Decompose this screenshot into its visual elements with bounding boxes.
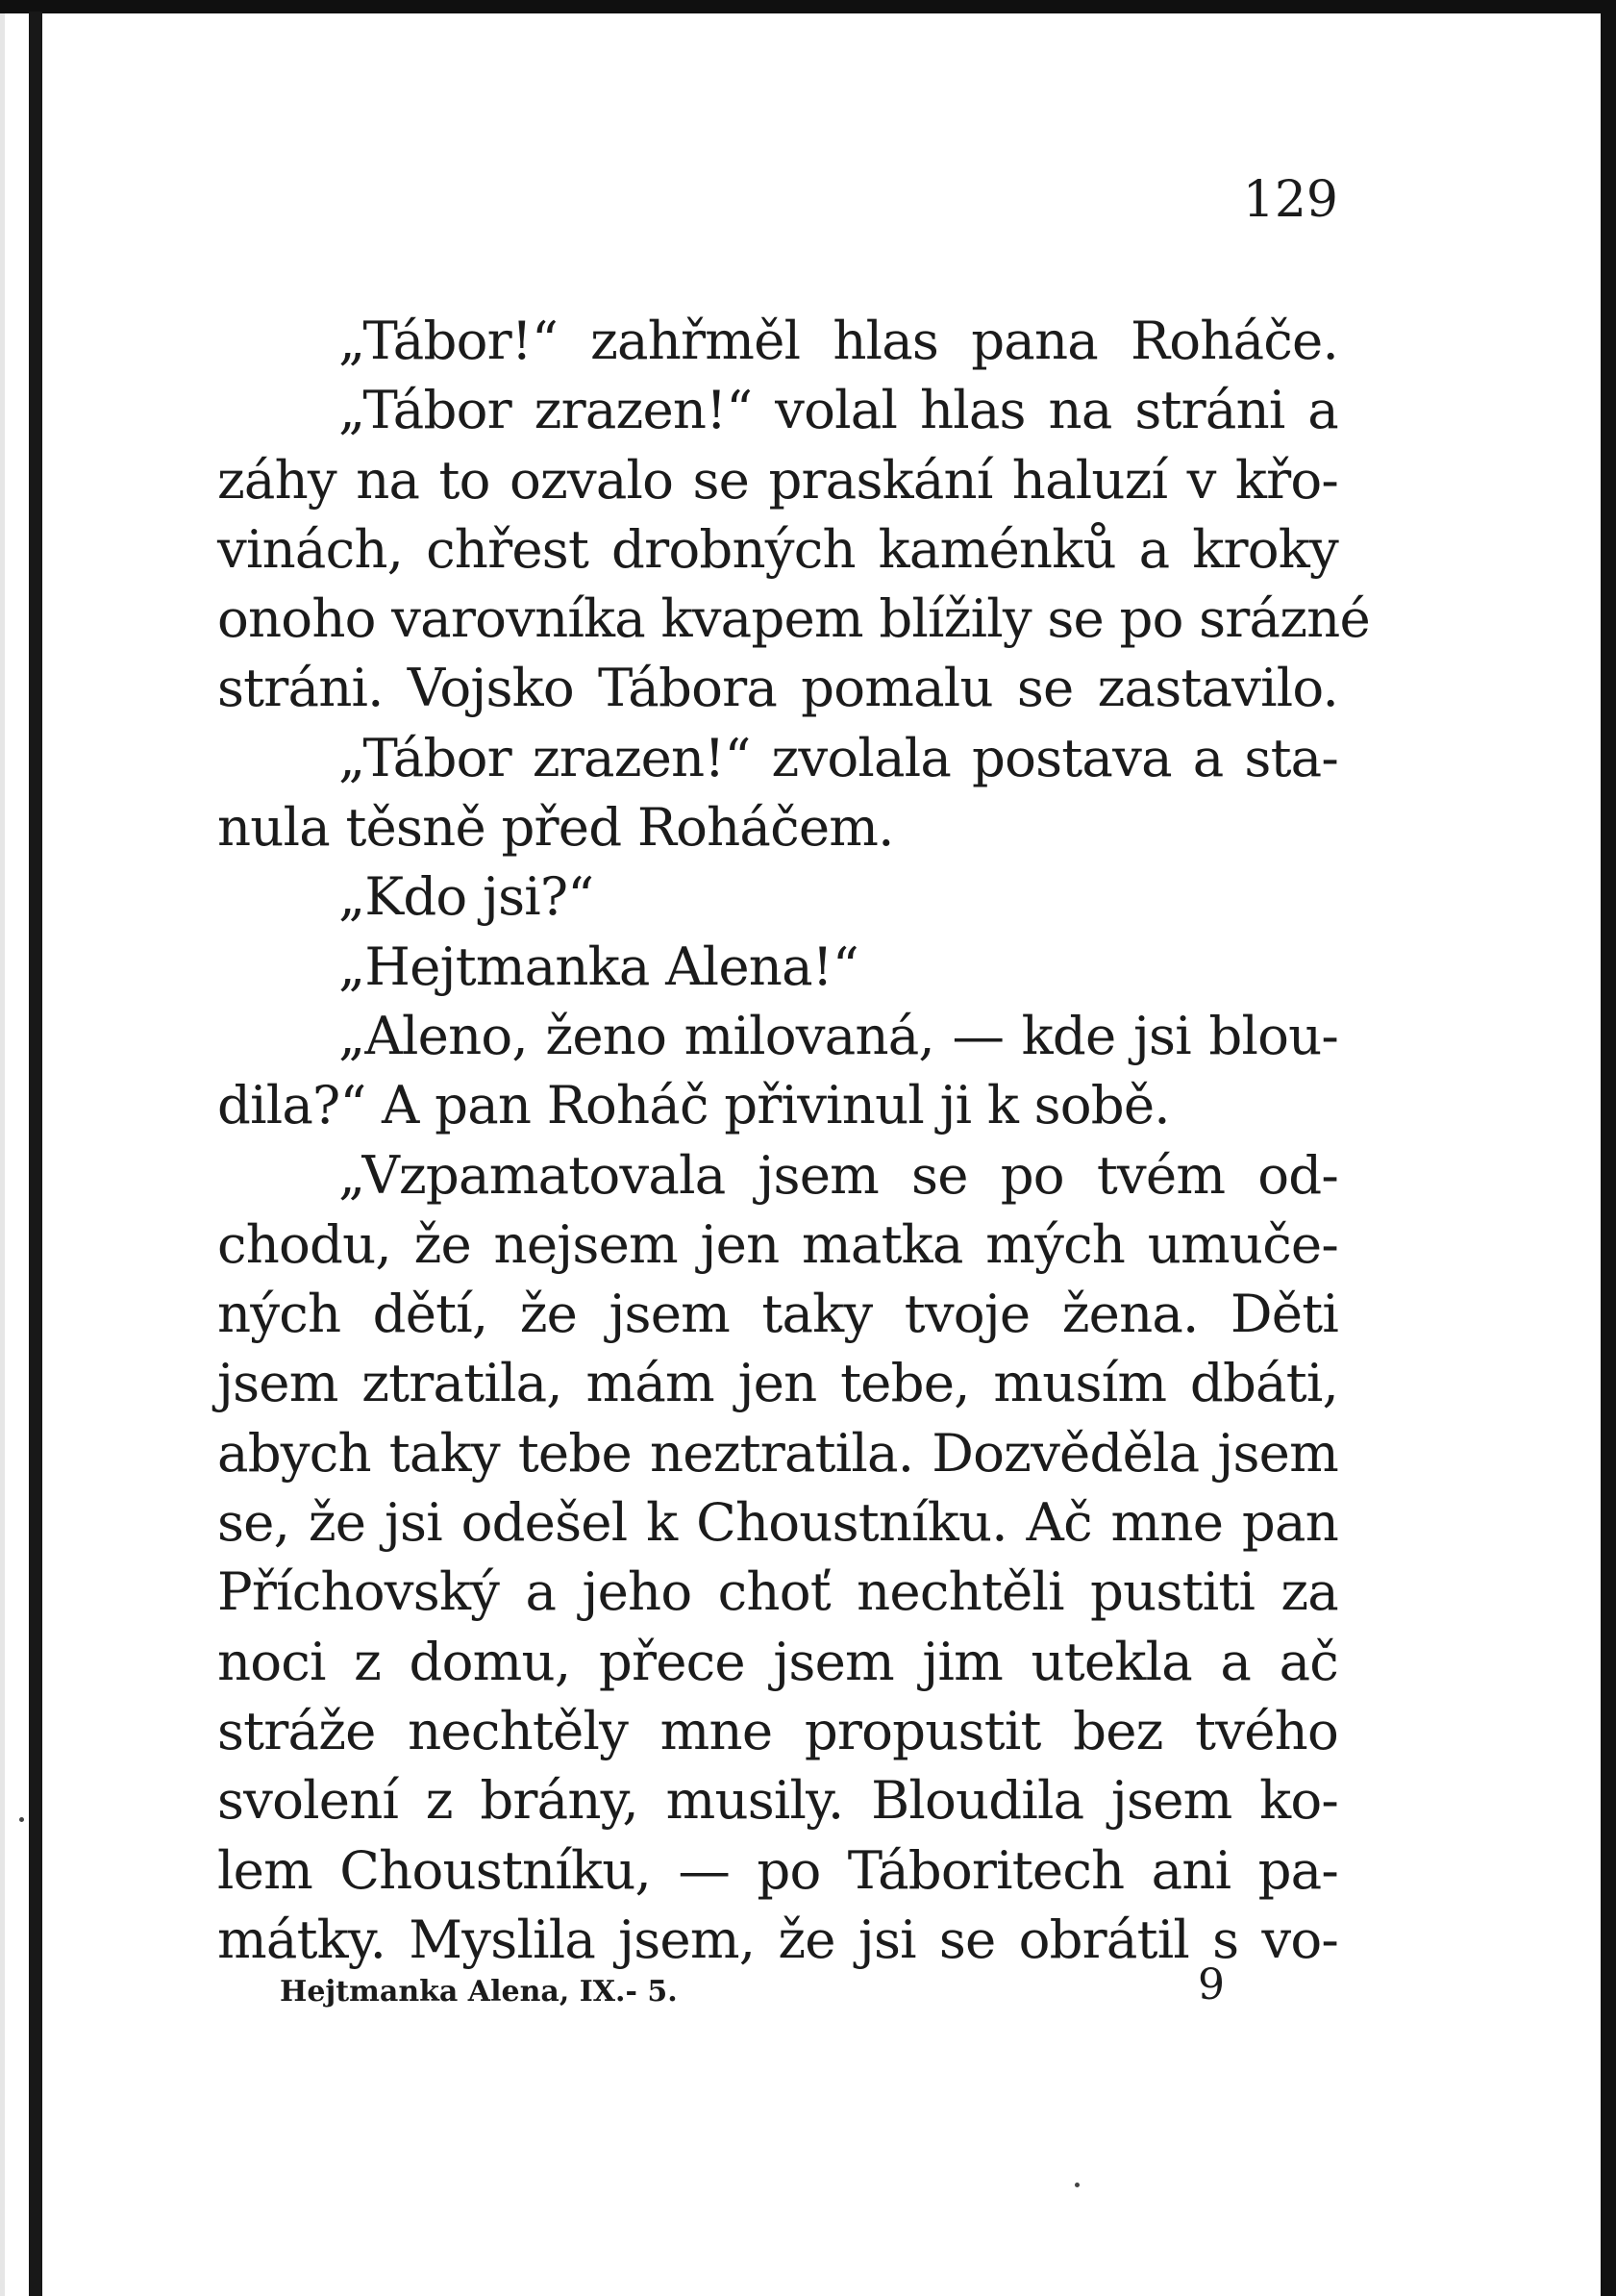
text-line: „Tábor zrazen!“ zvolala postava a sta- — [338, 726, 1338, 788]
footer-sheet-number: 9 — [1198, 1960, 1225, 2009]
text-line: „Hejtmanka Alena!“ — [338, 935, 858, 997]
text-line: jsem ztratila, mám jen tebe, musím dbáti, — [217, 1352, 1338, 1414]
footer-signature: Hejtmanka Alena, IX.- 5. — [280, 1975, 678, 2009]
scan-right-border — [1601, 0, 1616, 2296]
text-line: vinách, chřest drobných kaménků a kroky — [217, 517, 1338, 580]
text-line: „Aleno, ženo milovaná, — kde jsi blou- — [338, 1004, 1338, 1066]
text-line: „Tábor!“ zahřměl hlas pana Roháče. — [338, 310, 1338, 371]
text-line: chodu, že nejsem jen matka mých umuče- — [217, 1212, 1338, 1275]
text-line: mátky. Myslila jsem, že jsi se obrátil s vo- — [217, 1908, 1338, 1970]
text-line: „Vzpamatovala jsem se po tvém od- — [338, 1143, 1338, 1206]
text-line: se, že jsi odešel k Choustníku. Ač mne pan — [217, 1491, 1338, 1554]
text-line: svolení z brány, musily. Bloudila jsem ko- — [217, 1769, 1338, 1832]
scan-speck — [1075, 2183, 1080, 2187]
text-line: nula těsně před Roháčem. — [217, 796, 894, 859]
scan-top-border — [0, 0, 1616, 13]
text-line: abych taky tebe neztratila. Dozvěděla jsem — [217, 1421, 1338, 1484]
text-line: „Kdo jsi?“ — [338, 865, 594, 928]
text-line: Příchovský a jeho choť nechtěli pustiti za — [217, 1560, 1338, 1623]
text-line: ných dětí, že jsem taky tvoje žena. Děti — [217, 1283, 1338, 1345]
text-line: noci z domu, přece jsem jim utekla a ač — [217, 1630, 1338, 1692]
text-line: stráže nechtěly mne propustit bez tvého — [217, 1699, 1338, 1761]
scan-left-edge — [0, 0, 5, 2296]
text-line: onoho varovníka kvapem blížily se po srázné — [217, 587, 1370, 650]
body-text — [217, 306, 1370, 1974]
text-line: záhy na to ozvalo se praskání haluzí v křo- — [217, 448, 1338, 511]
page-number: 129 — [1242, 171, 1338, 229]
text-line: stráni. Vojsko Tábora pomalu se zastavilo. — [217, 657, 1338, 719]
scan-left-binding-rule — [29, 12, 42, 2296]
scan-speck — [19, 1817, 24, 1822]
text-line: „Tábor zrazen!“ volal hlas na stráni a — [338, 379, 1338, 441]
text-line: dila?“ A pan Roháč přivinul ji k sobě. — [217, 1074, 1170, 1136]
text-line: lem Choustníku, — po Táboritech ani pa- — [217, 1838, 1338, 1901]
